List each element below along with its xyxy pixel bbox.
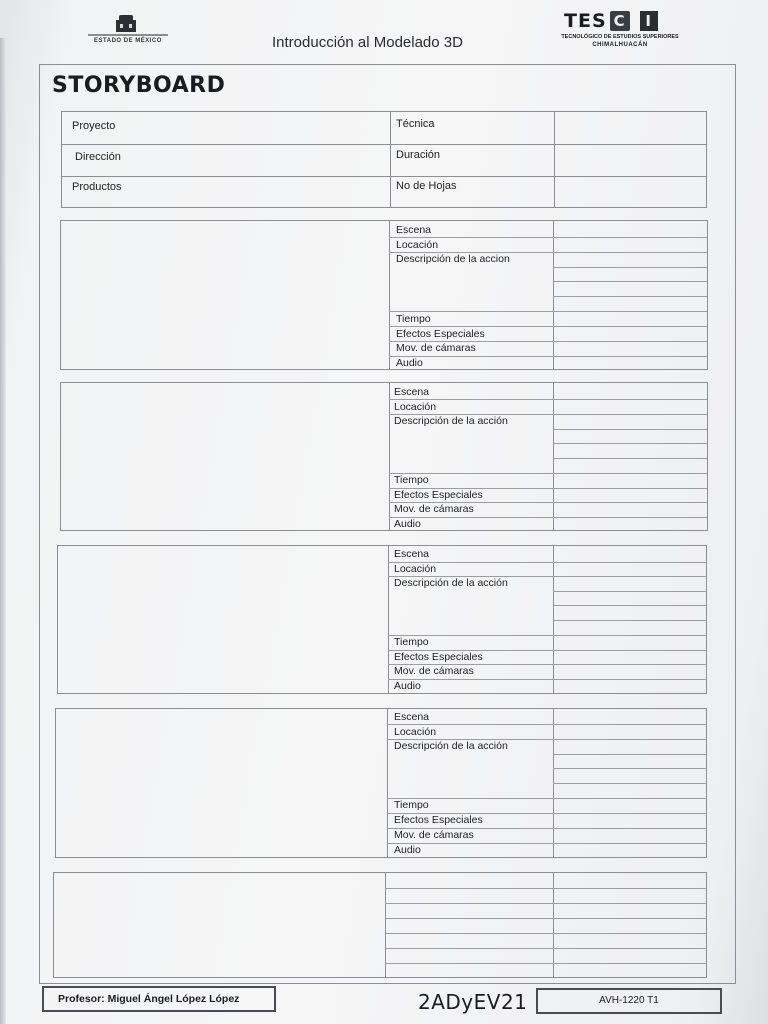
storyboard-panel [57,545,707,694]
field-locacion: Locación [394,726,437,738]
crest-icon [111,14,141,34]
panel-row-line [388,679,706,680]
panel-row-line [389,237,707,238]
field-locacion: Locación [396,239,439,251]
field-productos: Productos [72,181,122,193]
storyboard-panel [60,220,708,370]
field-descripcion: Descripción de la accion [396,253,510,265]
panel-divider [553,221,554,369]
field-proyecto: Proyecto [72,120,116,132]
field-tiempo: Tiempo [396,313,431,325]
field-escena: Escena [394,386,430,398]
profesor-box: Profesor: Miguel Ángel López López [42,986,276,1012]
tesci-brand-c: I [640,11,658,31]
panel-divider [389,383,390,530]
tesci-logo [550,8,690,52]
panel-row-line [389,311,707,312]
course-title: Introducción al Modelado 3D [272,34,463,51]
field-tiempo: Tiempo [394,799,429,811]
info-row-line [62,176,706,177]
panel-row-line [389,473,707,474]
field-efectos: Efectos Especiales [394,814,483,826]
panel-row-line [389,399,707,400]
field-direccion: Dirección [75,151,121,163]
panel-divider [387,709,388,857]
panel-row-line [389,517,707,518]
panel-row-line [553,458,707,459]
tesci-line2: CHIMALHUACÁN [592,42,648,48]
panel-row-line [553,605,706,606]
panel-row-line [385,903,706,904]
field-audio: Audio [394,518,421,530]
tesci-brand-a: TES [564,10,607,32]
field-audio: Audio [394,680,421,692]
field-tecnica: Técnica [396,118,435,130]
panel-row-line [553,768,706,769]
field-no-hojas: No de Hojas [396,180,457,192]
field-tiempo: Tiempo [394,474,429,486]
field-escena: Escena [394,548,430,560]
field-locacion: Locación [394,401,437,413]
panel-row-line [553,620,706,621]
estado-de-mexico-logo [78,14,176,48]
estado-text: ESTADO DE MÉXICO [94,38,162,44]
field-descripcion: Descripción de la acción [394,415,508,427]
paper-edge-shadow [0,38,6,1024]
storyboard-panel [53,872,707,978]
storyboard-panel [55,708,707,858]
panel-divider [553,383,554,530]
panel-row-line [389,356,707,357]
panel-row-line [387,798,706,799]
info-divider [554,112,555,207]
field-camaras: Mov. de cámaras [396,342,476,354]
panel-row-line [553,267,707,268]
field-escena: Escena [396,224,432,236]
panel-divider [389,221,390,369]
field-efectos: Efectos Especiales [396,328,485,340]
panel-row-line [387,843,706,844]
panel-row-line [553,754,706,755]
storyboard-panel [60,382,708,531]
field-escena: Escena [394,711,430,723]
field-camaras: Mov. de cámaras [394,829,474,841]
tesci-wordmark [564,10,658,32]
field-duracion: Duración [396,149,441,161]
panel-row-line [385,888,706,889]
field-efectos: Efectos Especiales [394,651,483,663]
panel-row-line [388,635,706,636]
reference-box: AVH-1220 T1 [536,988,722,1014]
field-descripcion: Descripción de la acción [394,577,508,589]
project-info-table [61,111,707,208]
panel-row-line [553,783,706,784]
field-audio: Audio [394,844,421,856]
logo-rule [88,34,168,36]
tesci-line1: TECNOLÓGICO DE ESTUDIOS SUPERIORES [561,34,679,40]
panel-row-line [385,948,706,949]
field-camaras: Mov. de cámaras [394,503,474,515]
panel-row-line [553,281,707,282]
field-locacion: Locación [394,563,437,575]
panel-row-line [385,918,706,919]
panel-row-line [389,326,707,327]
panel-row-line [553,429,707,430]
tesci-brand-b: C [610,11,630,31]
field-tiempo: Tiempo [394,636,429,648]
page-title: STORYBOARD [52,73,226,98]
group-code: 2ADyEV21 [418,990,528,1014]
panel-divider [388,546,389,693]
panel-row-line [385,933,706,934]
panel-row-line [553,443,707,444]
field-audio: Audio [396,357,423,369]
panel-row-line [553,296,707,297]
field-camaras: Mov. de cámaras [394,665,474,677]
panel-row-line [387,724,706,725]
panel-row-line [553,591,706,592]
field-descripcion: Descripción de la acción [394,740,508,752]
field-efectos: Efectos Especiales [394,489,483,501]
info-row-line [62,144,706,145]
panel-row-line [385,963,706,964]
info-divider [390,112,391,207]
